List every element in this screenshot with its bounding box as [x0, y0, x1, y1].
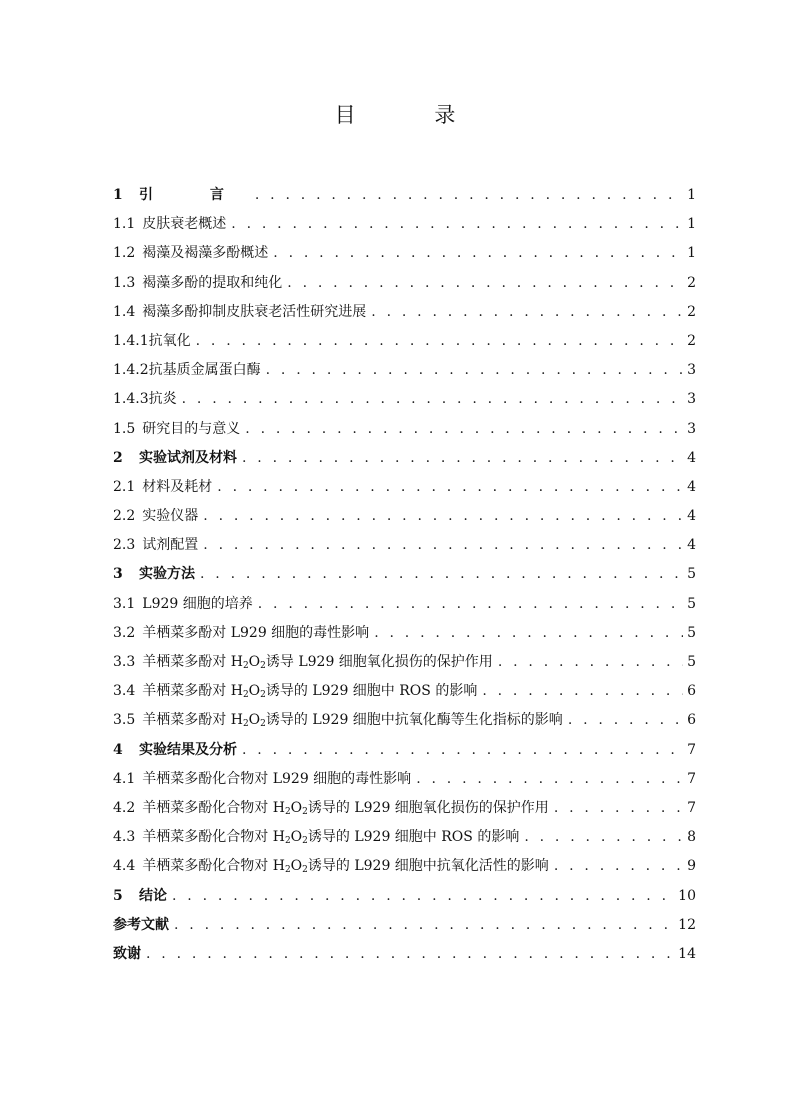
leader-dots — [266, 356, 683, 385]
leader-dots — [196, 327, 683, 356]
toc-number: 5 — [113, 887, 123, 904]
toc-entry[interactable] — [113, 882, 696, 911]
toc-number: 3.1 — [113, 595, 136, 612]
toc-title: 抗氧化 — [148, 332, 191, 349]
toc-page-number: 8 — [687, 829, 696, 846]
leader-dots — [554, 852, 683, 881]
h2o2-formula: $H_2O_2$ — [230, 712, 266, 730]
toc-page-number: 7 — [687, 799, 696, 816]
toc-number: 1.2 — [113, 245, 136, 262]
toc-number: 2.2 — [113, 508, 136, 525]
toc-entry[interactable] — [113, 619, 696, 648]
toc-title: 抗炎 — [148, 391, 177, 408]
leader-dots — [498, 648, 683, 677]
toc-page-number: 6 — [687, 683, 696, 700]
toc-number: 4.3 — [113, 829, 136, 846]
toc-page-number: 5 — [687, 566, 696, 583]
leader-dots — [172, 882, 675, 911]
h2o2-formula: $H_2O_2$ — [272, 799, 308, 817]
toc-page-number: 1 — [687, 187, 696, 203]
toc-number: 1.4.1 — [113, 332, 149, 349]
toc-title: 羊栖菜多酚化合物对 L929 细胞的毒性影响 — [142, 770, 412, 787]
leader-dots — [568, 706, 683, 735]
toc-entry[interactable] — [113, 356, 696, 385]
toc-entry[interactable] — [113, 473, 696, 502]
toc-number: 4.2 — [113, 799, 136, 816]
toc-entry[interactable] — [113, 590, 696, 619]
toc-page-number: 2 — [687, 274, 696, 291]
leader-dots — [245, 415, 683, 444]
toc-page-number: 5 — [687, 654, 696, 670]
toc-title: 实验方法 — [139, 566, 195, 583]
toc-entry[interactable] — [113, 560, 696, 589]
toc-number: 4 — [113, 741, 123, 758]
toc-title: 抗基质金属蛋白酶 — [148, 362, 261, 379]
toc-entry[interactable] — [113, 239, 696, 268]
toc-title: 研究目的与意义 — [142, 420, 241, 437]
toc-number: 2.1 — [113, 478, 136, 495]
toc-number: 1.4.3 — [113, 391, 149, 408]
toc-title: 羊栖菜多酚对 L929 细胞的毒性影响 — [142, 624, 370, 641]
toc-page-number: 2 — [687, 332, 696, 349]
toc-entry[interactable] — [113, 736, 696, 765]
toc-entry[interactable] — [113, 794, 696, 823]
toc-number: 3.5 — [113, 712, 136, 729]
leader-dots — [287, 269, 683, 298]
h2o2-formula: $H_2O_2$ — [272, 829, 308, 847]
toc-number: 2 — [113, 449, 123, 466]
toc-page-number: 4 — [687, 478, 696, 495]
toc-entry[interactable] — [113, 385, 696, 414]
toc-entry[interactable] — [113, 911, 696, 940]
toc-title: 羊栖菜多酚化合物对 $H_2O_2$诱导的 L929 细胞中抗氧化活性的影响 — [142, 858, 549, 876]
toc-number: 3 — [113, 566, 123, 583]
toc-entry[interactable] — [113, 298, 696, 327]
toc-page-number: 4 — [687, 537, 696, 554]
toc-page-number: 3 — [687, 362, 696, 379]
toc-entry[interactable] — [113, 765, 696, 794]
toc-number: 1.4 — [113, 303, 136, 320]
toc-entry[interactable] — [113, 502, 696, 531]
toc-entry[interactable] — [113, 852, 696, 881]
toc-title: 羊栖菜多酚化合物对 $H_2O_2$诱导的 L929 细胞氧化损伤的保护作用 — [142, 799, 549, 817]
toc-title: 羊栖菜多酚对 $H_2O_2$诱导 L929 细胞氧化损伤的保护作用 — [142, 654, 493, 671]
toc-page-number: 7 — [687, 770, 696, 787]
toc-entry[interactable] — [113, 327, 696, 356]
leader-dots — [524, 823, 683, 852]
toc-entry[interactable] — [113, 269, 696, 298]
toc-entry[interactable] — [113, 677, 696, 706]
toc-entry[interactable] — [113, 940, 696, 969]
leader-dots — [273, 239, 683, 268]
toc-page-number: 3 — [687, 391, 696, 408]
leader-dots — [482, 677, 683, 706]
toc-number: 3.4 — [113, 683, 136, 700]
toc-page-number: 2 — [687, 303, 696, 320]
h2o2-formula: $H_2O_2$ — [272, 858, 308, 876]
toc-entry[interactable] — [113, 648, 696, 677]
toc-number: 4.4 — [113, 858, 136, 875]
toc-page-number: 3 — [687, 420, 696, 437]
toc-title: 羊栖菜多酚化合物对 $H_2O_2$诱导的 L929 细胞中 ROS 的影响 — [142, 829, 520, 847]
toc-page-number: 1 — [687, 216, 696, 233]
toc-page-number: 6 — [687, 712, 696, 729]
toc-page-number: 4 — [687, 508, 696, 525]
toc-number: 1.5 — [113, 420, 136, 437]
toc-title: 褐藻及褐藻多酚概述 — [142, 245, 269, 262]
toc-entry[interactable] — [113, 823, 696, 852]
toc-entry[interactable] — [113, 210, 696, 239]
toc-title: 皮肤衰老概述 — [142, 216, 227, 233]
toc-title: 材料及耗材 — [142, 478, 213, 495]
leader-dots — [255, 181, 683, 210]
toc-entry[interactable] — [113, 531, 696, 560]
toc-page-number: 9 — [687, 858, 696, 875]
toc-page-number: 5 — [687, 595, 696, 612]
toc-entry[interactable] — [113, 706, 696, 735]
toc-title: 结论 — [139, 887, 167, 904]
toc-page-number: 4 — [687, 449, 696, 466]
toc-number: 4.1 — [113, 770, 136, 787]
toc-page-number: 10 — [678, 887, 696, 904]
toc-title: L929 细胞的培养 — [142, 595, 253, 612]
leader-dots — [203, 531, 683, 560]
toc-number: 1.3 — [113, 274, 136, 291]
h2o2-formula: $H_2O_2$ — [230, 654, 266, 671]
leader-dots — [371, 298, 683, 327]
toc-title: 褐藻多酚的提取和纯化 — [142, 274, 283, 291]
h2o2-formula: $H_2O_2$ — [230, 683, 266, 701]
toc-number: 2.3 — [113, 537, 136, 554]
leader-dots — [258, 590, 683, 619]
toc-title: 实验结果及分析 — [139, 741, 237, 758]
table-of-contents — [113, 181, 696, 969]
toc-page-number: 5 — [687, 624, 696, 641]
toc-entry[interactable] — [113, 444, 696, 473]
leader-dots — [231, 210, 683, 239]
toc-page-number: 7 — [687, 741, 696, 758]
leader-dots — [374, 619, 683, 648]
toc-title: 引 言 — [139, 187, 250, 203]
toc-title: 实验试剂及材料 — [139, 449, 237, 466]
toc-title: 试剂配置 — [142, 537, 199, 554]
toc-number: 3.3 — [113, 654, 136, 670]
toc-number: 1.4.2 — [113, 362, 149, 379]
leader-dots — [554, 794, 683, 823]
leader-dots — [182, 385, 683, 414]
leader-dots — [242, 444, 683, 473]
toc-page-number: 14 — [678, 945, 696, 962]
toc-number: 1.1 — [113, 216, 136, 233]
toc-page-number: 1 — [687, 245, 696, 262]
toc-title: 羊栖菜多酚对 $H_2O_2$诱导的 L929 细胞中抗氧化酶等生化指标的影响 — [142, 712, 563, 730]
leader-dots — [416, 765, 683, 794]
leader-dots — [146, 940, 675, 969]
leader-dots — [174, 911, 675, 940]
leader-dots — [217, 473, 683, 502]
leader-dots — [203, 502, 683, 531]
toc-title: 参考文献 — [113, 916, 169, 933]
toc-title: 羊栖菜多酚对 $H_2O_2$诱导的 L929 细胞中 ROS 的影响 — [142, 683, 478, 701]
leader-dots — [242, 736, 683, 765]
toc-entry[interactable] — [113, 181, 696, 210]
toc-title: 实验仪器 — [142, 508, 199, 525]
toc-number: 1 — [113, 187, 123, 203]
toc-page-number: 12 — [678, 916, 696, 933]
toc-title: 致谢 — [113, 945, 141, 962]
toc-title: 褐藻多酚抑制皮肤衰老活性研究进展 — [142, 303, 367, 320]
page-title: 目 录 — [334, 103, 492, 127]
toc-entry[interactable] — [113, 415, 696, 444]
toc-number: 3.2 — [113, 624, 136, 641]
leader-dots — [200, 560, 683, 589]
